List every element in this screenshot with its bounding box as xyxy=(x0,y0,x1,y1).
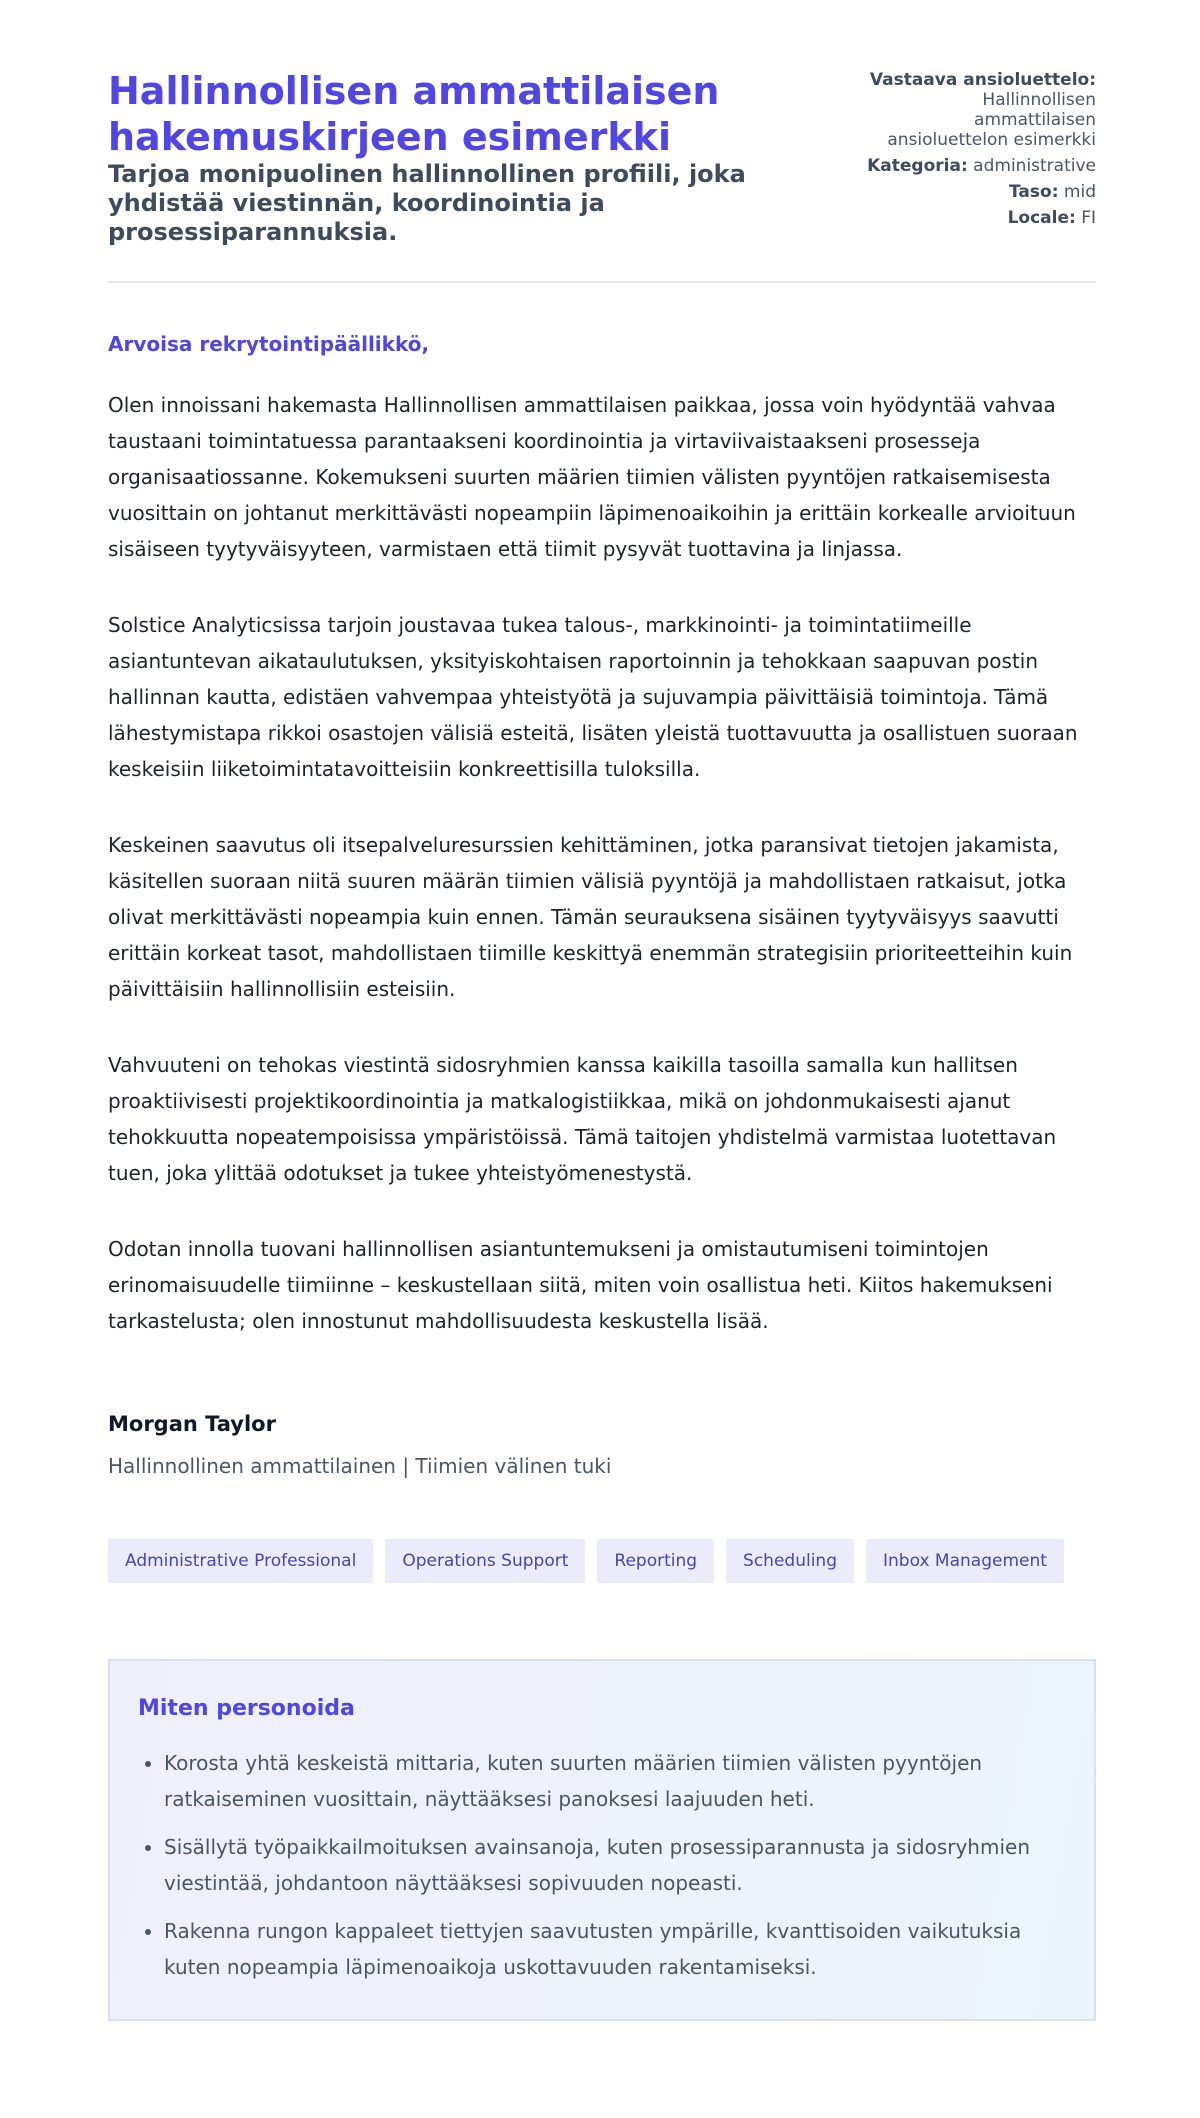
tag-scheduling: Scheduling xyxy=(726,1539,854,1583)
meta-locale-value: FI xyxy=(1081,208,1096,228)
meta-resume-label: Vastaava ansioluettelo: xyxy=(869,70,1096,90)
tip-item: • Korosta yhtä keskeistä mittaria, kuten suurten määrien tiimien välisten pyyntöjen ratkaiseminen vuosittain, näyttääksesi panoksesi laajuuden heti. xyxy=(164,1745,1066,1817)
cover-letter-page xyxy=(108,0,1096,2021)
tag-list xyxy=(108,1539,1096,1583)
tip-item: • Rakenna rungon kappaleet tiettyjen saavutusten ympärille, kvanttisoiden vaikutuksia kuten nopeampia läpimenoaikoja uskottavuuden rakentamiseksi. xyxy=(164,1913,1066,1985)
letter-greeting: Arvoisa rekrytointipäällikkö, xyxy=(108,332,430,356)
meta-category-label: Kategoria: xyxy=(867,156,968,176)
tag-reporting: Reporting xyxy=(597,1539,714,1583)
page-title: Hallinnollisen ammattilaisen hakemuskirjeen esimerkki xyxy=(108,69,720,159)
meta-category xyxy=(856,156,1096,176)
meta-resume-value: Hallinnollisen ammattilaisen ansioluettelon esimerkki xyxy=(887,90,1096,150)
meta-category-value: administrative xyxy=(973,156,1096,176)
tips-title: Miten personoida xyxy=(138,1696,355,1721)
tag-operations-support: Operations Support xyxy=(385,1539,585,1583)
signature-block xyxy=(108,1411,1096,1479)
header-titles xyxy=(108,68,788,247)
letter-paragraph-2: Solstice Analyticsissa tarjoin joustavaa tukea talous-, markkinointi- ja toimintatiimeille asiantuntevan aikataulutuksen, yksityiskohtaisen raportoinnin ja tehokkaan saapuvan postin hallinnan kautta, edistäen vahvempaa yhteistyötä ja sujuvampia päivittäisiä toimintoja. Tämä lähestymistapa rikkoi osastojen välisiä esteitä, lisäten yleistä tuottavuutta ja osallistuen suoraan keskeisiin liiketoimintatavoitteisiin konkreettisilla tuloksilla. xyxy=(108,613,1078,781)
letter-paragraph-3: Keskeinen saavutus oli itsepalveluresurssien kehittäminen, jotka paransivat tietojen jakamista, käsitellen suoraan niitä suuren määrän tiimien välisiä pyyntöjä ja mahdollistaen ratkaisut, jotka olivat merkittävästi nopeampia kuin ennen. Tämän seurauksena sisäinen tyytyväisyys saavutti erittäin korkeat tasot, mahdollistaen tiimille keskittyä enemmän strategisiin prioriteetteihin kuin päivittäisiin hallinnollisiin esteisiin. xyxy=(108,833,1073,1001)
signature-name: Morgan Taylor xyxy=(108,1412,276,1436)
signature-role: Hallinnollinen ammattilainen | Tiimien välinen tuki xyxy=(108,1454,612,1478)
tip-item: • Sisällytä työpaikkailmoituksen avainsanoja, kuten prosessiparannusta ja sidosryhmien viestintää, johdantoon näyttääksesi sopivuuden nopeasti. xyxy=(164,1829,1066,1901)
letter-paragraph-4: Vahvuuteni on tehokas viestintä sidosryhmien kanssa kaikilla tasoilla samalla kun hallitsen proaktiivisesti projektikoordinointia ja matkalogistiikkaa, mikä on johdonmukaisesti ajanut tehokkuutta nopeatempoisissa ympäristöissä. Tämä taitojen yhdistelmä varmistaa luotettavan tuen, joka ylittää odotukset ja tukee yhteistyömenestystä. xyxy=(108,1053,1057,1185)
meta-level-value: mid xyxy=(1063,182,1096,202)
meta-level xyxy=(856,182,1096,202)
letter-paragraph-1: Olen innoissani hakemasta Hallinnollisen ammattilaisen paikkaa, jossa voin hyödyntää vahvaa taustaani toimintatuessa parantaakseni koordinointia ja virtaviivaistaakseni prosesseja organisaatiossanne. Kokemukseni suurten määrien tiimien välisten pyyntöjen ratkaisemisesta vuosittain on johtanut merkittävästi nopeampiin läpimenoaikoihin ja erittäin korkealle arvioituun sisäiseen tyytyväisyyteen, varmistaen että tiimit pysyvät tuottavina ja linjassa. xyxy=(108,393,1076,561)
meta-locale-label: Locale: xyxy=(1007,208,1076,228)
meta-resume xyxy=(856,70,1096,150)
tag-inbox-management: Inbox Management xyxy=(866,1539,1064,1583)
tips-list xyxy=(138,1745,1066,1985)
meta-level-label: Taso: xyxy=(1009,182,1059,202)
page-header xyxy=(108,0,1096,283)
page-subtitle: Tarjoa monipuolinen hallinnollinen profiili, joka yhdistää viestinnän, koordinointia ja prosessiparannuksia. xyxy=(108,160,746,246)
meta-locale xyxy=(856,208,1096,228)
meta-panel xyxy=(856,68,1096,234)
personalization-tips xyxy=(108,1659,1096,2021)
letter-body xyxy=(108,331,1096,1339)
tag-administrative-professional: Administrative Professional xyxy=(108,1539,373,1583)
letter-paragraph-5: Odotan innolla tuovani hallinnollisen asiantuntemukseni ja omistautumiseni toimintojen erinomaisuudelle tiimiinne – keskustellaan siitä, miten voin osallistua heti. Kiitos hakemukseni tarkastelusta; olen innostunut mahdollisuudesta keskustella lisää. xyxy=(108,1237,1053,1333)
